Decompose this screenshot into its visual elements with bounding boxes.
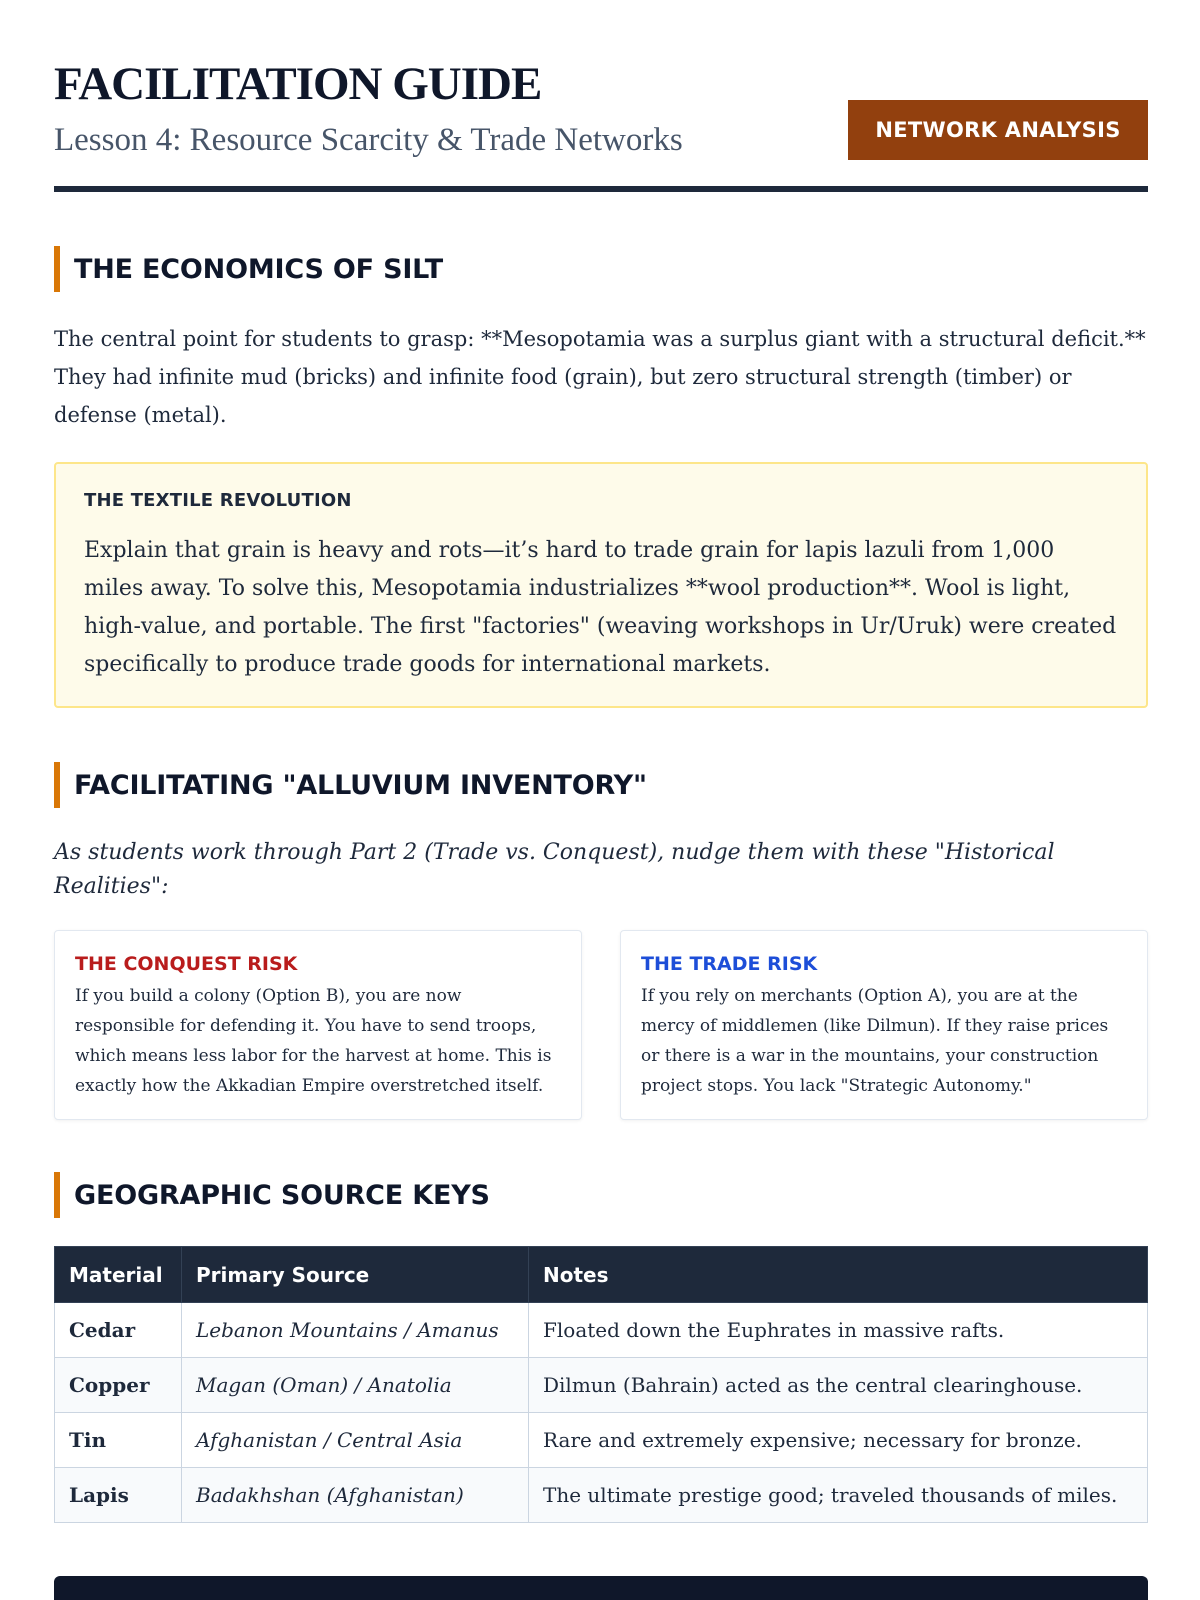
notes-cell: Floated down the Euphrates in massive rafts. [529, 1303, 1148, 1358]
table-row [55, 1468, 1148, 1523]
page-subtitle: Lesson 4: Resource Scarcity & Trade Networks [54, 122, 683, 158]
conquest-risk-heading: THE CONQUEST RISK [75, 953, 298, 975]
source-cell: Afghanistan / Central Asia [182, 1413, 529, 1468]
economics-paragraph: The central point for students to grasp: **Mesopotamia was a surplus giant with a structural deficit.** They had infinite mud (bricks) and infinite food (grain), but zero structural strength (timber) or defense (metal). [54, 327, 1146, 427]
material-cell: Tin [55, 1413, 182, 1468]
section-heading-alluvium: FACILITATING "ALLUVIUM INVENTORY" [54, 762, 1148, 808]
trade-risk-body: If you rely on merchants (Option A), you are at the mercy of middlemen (like Dilmun). If they raise prices or there is a war in the mountains, your construction project stops. You lack "Strategic Autonomy." [641, 986, 1109, 1096]
column-header-notes: Notes [529, 1247, 1148, 1303]
footer-bar [54, 1576, 1148, 1600]
table-row [55, 1413, 1148, 1468]
table-header-row [55, 1247, 1148, 1303]
section-heading-economics: THE ECONOMICS OF SILT [54, 246, 1148, 292]
header-divider [54, 186, 1148, 192]
alluvium-intro: As students work through Part 2 (Trade vs. Conquest), nudge them with these "Historical Realities": [54, 840, 1055, 899]
section-heading-geographic: GEOGRAPHIC SOURCE KEYS [54, 1172, 1148, 1218]
source-cell: Magan (Oman) / Anatolia [182, 1358, 529, 1413]
page-title: FACILITATION GUIDE [54, 58, 542, 110]
textile-revolution-callout [54, 462, 1148, 708]
material-cell: Lapis [55, 1468, 182, 1523]
callout-body: Explain that grain is heavy and rots—it’s hard to trade grain for lapis lazuli from 1,000 miles away. To solve this, Mesopotamia industrializes **wool production**. Wool is light, high-value, and portable. The first "factories" (weaving workshops in Ur/Uruk) were created specifically to produce trade goods for international markets. [84, 538, 1117, 677]
table-row [55, 1303, 1148, 1358]
callout-heading: THE TEXTILE REVOLUTION [84, 490, 352, 511]
network-analysis-badge: NETWORK ANALYSIS [848, 100, 1148, 160]
material-cell: Cedar [55, 1303, 182, 1358]
table-row [55, 1358, 1148, 1413]
conquest-risk-body: If you build a colony (Option B), you are now responsible for defending it. You have to send troops, which means less labor for the harvest at home. This is exactly how the Akkadian Empire overstretched itself. [75, 986, 552, 1096]
column-header-material: Material [55, 1247, 182, 1303]
page-header [54, 52, 1148, 162]
conquest-risk-card [54, 930, 582, 1120]
column-header-source: Primary Source [182, 1247, 529, 1303]
source-keys-table [54, 1246, 1148, 1523]
notes-cell: The ultimate prestige good; traveled thousands of miles. [529, 1468, 1148, 1523]
source-cell: Lebanon Mountains / Amanus [182, 1303, 529, 1358]
notes-cell: Dilmun (Bahrain) acted as the central clearinghouse. [529, 1358, 1148, 1413]
trade-risk-card [620, 930, 1148, 1120]
trade-risk-heading: THE TRADE RISK [641, 953, 818, 975]
source-cell: Badakhshan (Afghanistan) [182, 1468, 529, 1523]
notes-cell: Rare and extremely expensive; necessary for bronze. [529, 1413, 1148, 1468]
material-cell: Copper [55, 1358, 182, 1413]
